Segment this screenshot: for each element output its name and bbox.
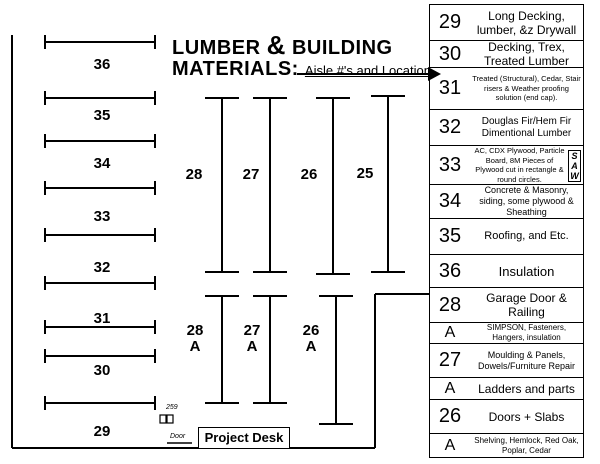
aisle-number: 32 <box>93 259 111 276</box>
small-box <box>160 415 166 423</box>
legend-description: Shelving, Hemlock, Red Oak, Poplar, Cedar <box>474 435 579 455</box>
aisle-number: 30 <box>93 362 111 379</box>
legend-description: AC, CDX Plywood, Particle Board, 8M Pieces of Plywood cut in rectangle & round circles. <box>474 146 565 184</box>
aisle-legend <box>429 4 584 458</box>
legend-description: Roofing, and Etc. <box>484 230 569 242</box>
aisle-number: 31 <box>93 310 111 327</box>
legend-aisle-number: 33 <box>438 153 462 176</box>
legend-row <box>429 109 584 145</box>
title-word: BUILDING <box>291 37 393 59</box>
title-word: LUMBER <box>172 37 261 59</box>
legend-row <box>429 433 584 458</box>
legend-aisle-number: 27 <box>438 349 462 371</box>
aisle-a-label <box>180 323 210 355</box>
legend-row <box>429 343 584 377</box>
legend-row <box>429 184 584 218</box>
aisle-number: 29 <box>93 423 111 440</box>
legend-row <box>429 254 584 287</box>
small-box <box>167 415 173 423</box>
legend-description: Garage Door & Railing <box>486 291 567 319</box>
legend-row <box>429 218 584 254</box>
door-label: Door <box>170 433 186 440</box>
aisle-letter: A <box>305 338 317 355</box>
map-title-line2 <box>172 58 431 81</box>
legend-aisle-number: 29 <box>438 11 462 33</box>
legend-row <box>429 287 584 322</box>
aisle-letter: A <box>189 338 201 355</box>
legend-row <box>429 145 584 184</box>
saw-badge: S A W <box>568 150 581 182</box>
legend-description: Moulding & Panels, Dowels/Furniture Repair <box>477 349 576 371</box>
legend-row <box>429 40 584 67</box>
legend-description: Concrete & Masonry, siding, some plywood & Sheathing <box>479 185 574 217</box>
legend-description: Ladders and parts <box>478 381 575 396</box>
aisle-number: 26 <box>302 322 320 339</box>
legend-aisle-number: 26 <box>438 405 462 427</box>
aisle-number: 28 <box>185 166 203 183</box>
legend-description: Decking, Trex, Treated Lumber <box>484 40 569 68</box>
legend-description: Doors + Slabs <box>488 409 565 424</box>
aisle-number: 27 <box>242 166 260 183</box>
legend-description: Douglas Fir/Hem Fir Dimentional Lumber <box>481 115 572 139</box>
title-word: MATERIALS: <box>172 58 299 80</box>
aisle-number: 25 <box>356 165 374 182</box>
legend-aisle-number: 30 <box>438 42 462 65</box>
legend-aisle-number: 35 <box>438 225 462 247</box>
legend-description: Treated (Structural), Cedar, Stair risers & Weather proofing solution (end cap). <box>472 74 581 103</box>
legend-aisle-number: A <box>444 324 456 341</box>
aisle-number: 36 <box>93 56 111 73</box>
map-title <box>172 30 393 61</box>
legend-aisle-number: 28 <box>438 293 462 316</box>
legend-row <box>429 377 584 399</box>
legend-aisle-number: 32 <box>438 116 462 138</box>
legend-aisle-number: 34 <box>438 190 462 212</box>
aisle-a-label <box>237 323 267 355</box>
aisle-number: 35 <box>93 107 111 124</box>
legend-description: SIMPSON, Fasteners, Hangers, insulation <box>486 323 567 342</box>
legend-row <box>429 399 584 433</box>
title-amp: & <box>266 30 286 60</box>
aisle-number: 34 <box>93 155 111 172</box>
location-number: 259 <box>166 404 178 411</box>
legend-aisle-number: A <box>444 436 456 454</box>
legend-row <box>429 4 584 40</box>
legend-aisle-number: 36 <box>438 259 462 282</box>
legend-description: Insulation <box>498 263 555 279</box>
aisle-number: 28 <box>186 322 204 339</box>
aisle-letter: A <box>246 338 258 355</box>
legend-aisle-number: 31 <box>438 77 462 99</box>
aisle-number: 26 <box>300 166 318 183</box>
legend-row <box>429 67 584 109</box>
map-subtitle: Aisle #'s and Location <box>304 63 431 78</box>
aisle-number: 33 <box>93 208 111 225</box>
aisle-number: 27 <box>243 322 261 339</box>
legend-row <box>429 322 584 343</box>
legend-aisle-number: A <box>444 379 456 397</box>
legend-description: Long Decking, lumber, &z Drywall <box>476 8 577 37</box>
aisle-a-label <box>296 323 326 355</box>
project-desk: Project Desk <box>198 427 290 449</box>
